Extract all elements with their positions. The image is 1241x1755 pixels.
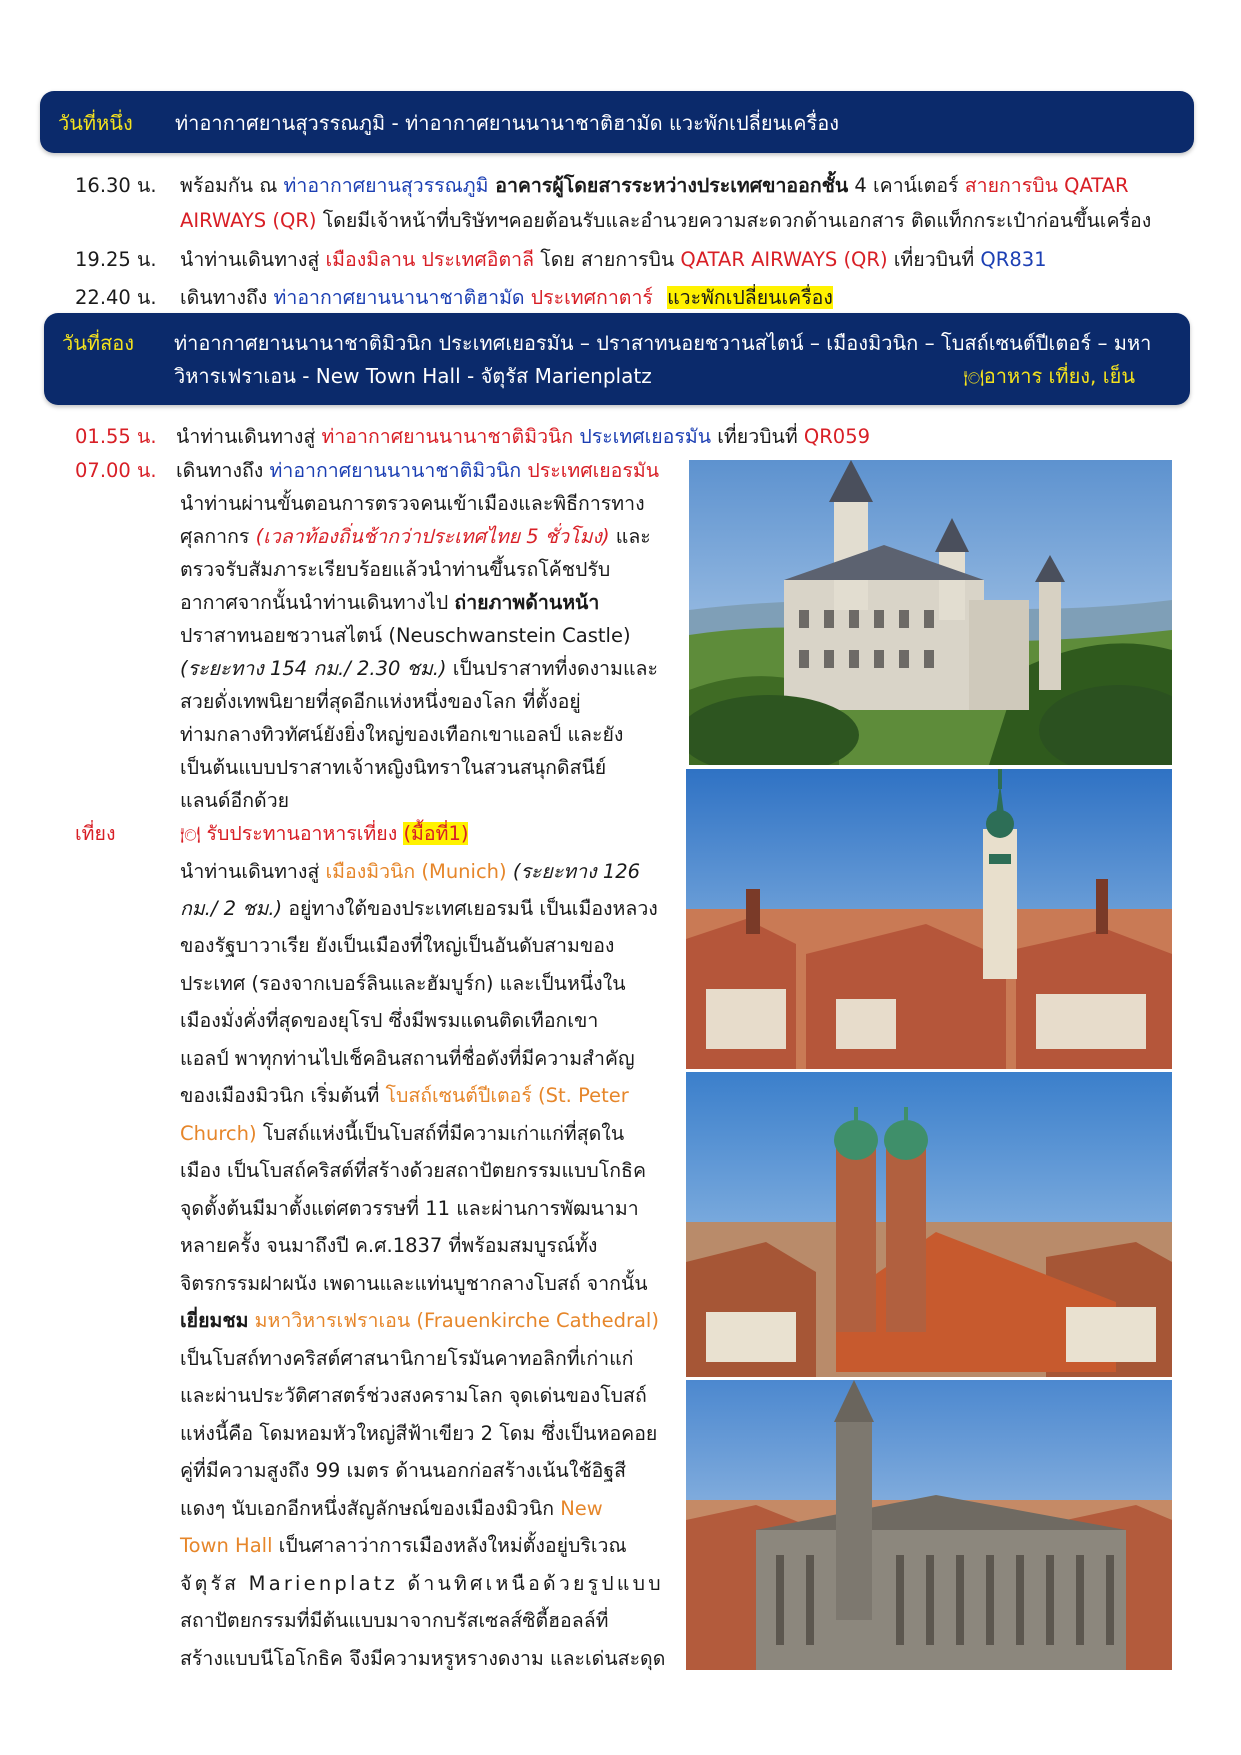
germany: ประเทศเยอรมัน — [573, 425, 712, 448]
p2-line14: เป็นโบสถ์ทางคริสต์ศาสนานิกายโรมันคาทอลิกที่เก่าแก่ — [180, 1347, 634, 1370]
day2-meals — [963, 360, 1135, 392]
lunch-time: เที่ยง — [75, 822, 116, 845]
text: เที่ยวบินที่ — [887, 248, 981, 271]
lunch-row — [180, 818, 468, 849]
text: อยู่ทางใต้ของประเทศเยอรมนี เป็นเมืองหลวง — [282, 897, 658, 920]
qatar: ประเทศกาตาร์ — [524, 286, 653, 309]
text: นำท่านเดินทางสู่ — [176, 425, 322, 448]
p2-line20: จัตุรัส Marienplatz ด้านทิศเหนือด้วยรูปแบบ — [180, 1572, 664, 1595]
day2-row1 — [176, 421, 870, 452]
p2-line21: สถาปัตยกรรมที่มีต้นแบบมาจากบรัสเซลส์ซิตี้ฮอลล์ที่ — [180, 1609, 609, 1632]
hamad-airport: ท่าอากาศยานนานาชาติฮามัด — [273, 286, 525, 309]
p2-line1 — [180, 856, 640, 887]
p2-line17: คู่ที่มีความสูงถึง 99 เมตร ด้านนอกก่อสร้างเน้นใช้อิฐสี — [180, 1459, 626, 1482]
distance: (ระยะทาง 126 — [506, 860, 641, 883]
p2-line13 — [180, 1305, 659, 1336]
p2-line2 — [180, 893, 658, 924]
duration: กม./ 2 ชม.) — [180, 897, 283, 920]
p1-line4 — [180, 587, 599, 618]
distance: (ระยะทาง 154 กม./ 2.30 ชม.) — [180, 657, 447, 680]
text: พร้อมกัน ณ — [180, 174, 284, 197]
text: อากาศจากนั้นนำท่านเดินทางไป — [180, 591, 455, 614]
day1-row2 — [180, 244, 1047, 275]
p2-line16: แห่งนี้คือ โดมหอมหัวใหญ่สีฟ้าเขียว 2 โดม ซึ่งเป็นหอคอย — [180, 1422, 658, 1445]
text: เดินทางถึง — [180, 286, 274, 309]
day2-title-line2: วิหารเฟราเอน - New Town Hall - จัตุรัส Marienplatz — [174, 364, 652, 388]
day1-row1-line2 — [180, 205, 1151, 236]
meal-icon: 🍽 — [180, 825, 201, 844]
day1-label: วันที่หนึ่ง — [58, 111, 133, 135]
text: เดินทางถึง — [176, 459, 270, 482]
p2-line18 — [180, 1493, 603, 1524]
p1-line6 — [180, 653, 658, 684]
day1-row1-line1 — [180, 170, 1129, 201]
transit-note: แวะพักเปลี่ยนเครื่อง — [667, 286, 833, 309]
timezone-note: (เวลาท้องถิ่นช้ากว่าประเทศไทย 5 ชั่วโมง) — [255, 525, 610, 548]
frauenkirche: มหาวิหารเฟราเอน (Frauenkirche Cathedral) — [248, 1309, 659, 1332]
p1-line2 — [180, 521, 651, 552]
terminal: อาคารผู้โดยสารระหว่างประเทศขาออกชั้น — [488, 174, 849, 197]
text: โดยมีเจ้าหน้าที่บริษัทฯคอยต้อนรับและอำนวยความสะดวกด้านเอกสาร ติดแท็กกระเป๋าก่อนขึ้นเครื่อง — [316, 209, 1152, 232]
p2-line5: เมืองมั่งคั่งที่สุดของยุโรป ซึ่งมีพรมแดนติดเทือกเขา — [180, 1009, 599, 1032]
flight-number: QR059 — [803, 425, 871, 448]
visit: เยี่ยมชม — [180, 1309, 249, 1332]
p1-line9: เป็นต้นแบบปราสาทเจ้าหญิงนิทราในสวนสนุกดิสนีย์ — [180, 756, 607, 779]
flight-number: QR831 — [980, 248, 1047, 271]
p2-line10: จุดตั้งต้นมีมาตั้งแต่ศตวรรษที่ 11 และผ่านการพัฒนามา — [180, 1197, 639, 1220]
p1-line10: แลนด์อีกด้วย — [180, 789, 290, 812]
p1-line1: นำท่านผ่านขั้นตอนการตรวจคนเข้าเมืองและพิธีการทาง — [180, 492, 645, 515]
lunch-text: รับประทานอาหารเที่ยง — [200, 822, 404, 845]
day1-title: ท่าอากาศยานสุวรรณภูมิ - ท่าอากาศยานนานาชาติฮามัด แวะพักเปลี่ยนเครื่อง — [175, 111, 840, 135]
airline: สายการบิน QATAR — [964, 174, 1129, 197]
p2-line15: และผ่านประวัติศาสตร์ช่วงสงครามโลก จุดเด่นของโบสถ์ — [180, 1384, 647, 1407]
p2-line6: แอลป์ พาทุกท่านไปเช็คอินสถานที่ชื่อดังที่มีความสำคัญ — [180, 1047, 635, 1070]
new-town-hall-photo — [686, 1380, 1172, 1670]
p2-line3: ของรัฐบาวาเรีย ยังเป็นเมืองที่ใหญ่เป็นอันดับสามของ — [180, 934, 615, 957]
meal-icon: 🍽 — [963, 368, 984, 387]
neuschwanstein-castle-photo — [689, 460, 1172, 765]
church: Church) — [180, 1122, 257, 1145]
text: ศุลกากร — [180, 525, 256, 548]
town-hall: Town Hall — [180, 1534, 273, 1557]
photo-stop: ถ่ายภาพด้านหน้า — [454, 591, 600, 614]
day1-time-1: 16.30 น. — [75, 174, 157, 197]
frauenkirche-photo — [686, 1072, 1172, 1377]
milan: เมืองมิลาน ประเทศอิตาลี — [325, 248, 535, 271]
p2-line22: สร้างแบบนีโอโกธิค จึงมีความหรูหรางดงาม และเด่นสะดุด — [180, 1647, 666, 1670]
suvarnabhumi-airport: ท่าอากาศยานสุวรรณภูมิ — [283, 174, 489, 197]
text: เป็นปราสาทที่งดงามและ — [446, 657, 658, 680]
day2-banner — [44, 313, 1190, 405]
day2-time-1: 01.55 น. — [75, 425, 157, 448]
text: แดงๆ นับเอกอีกหนึ่งสัญลักษณ์ของเมืองมิวนิก — [180, 1497, 561, 1520]
p2-line9: เมือง เป็นโบสถ์คริสต์ที่สร้างด้วยสถาปัตยกรรมแบบโกธิค — [180, 1159, 646, 1182]
text: โดย สายการบิน — [534, 248, 681, 271]
day1-time-2: 19.25 น. — [75, 248, 157, 271]
text: เที่ยวบินที่ — [711, 425, 804, 448]
p2-line11: หลายครั้ง จนมาถึงปี ค.ศ.1837 ที่พร้อมสมบูรณ์ทั้ง — [180, 1234, 598, 1257]
p2-line19 — [180, 1530, 627, 1561]
counter: 4 เคาน์เตอร์ — [848, 174, 965, 197]
p1-line3: ตรวจรับสัมภาระเรียบร้อยแล้วนำท่านขึ้นรถโค้ชปรับ — [180, 558, 611, 581]
day2-time-2: 07.00 น. — [75, 459, 157, 482]
text: และ — [609, 525, 651, 548]
p2-line8 — [180, 1118, 624, 1149]
munich-airport: ท่าอากาศยานนานาชาติมิวนิก — [269, 459, 522, 482]
text: นำท่านเดินทางสู่ — [180, 860, 326, 883]
munich-airport: ท่าอากาศยานนานาชาติมิวนิก — [321, 425, 574, 448]
munich: เมืองมิวนิก (Munich) — [325, 860, 507, 883]
airline: QATAR AIRWAYS (QR) — [680, 248, 888, 271]
airline-code: AIRWAYS (QR) — [180, 209, 317, 232]
day2-title-line1: ท่าอากาศยานนานาชาติมิวนิก ประเทศเยอรมัน – ปราสาทนอยชวานสไตน์ – เมืองมิวนิก – โบสถ์เซนต์ปีเตอร์ – มหา — [174, 331, 1152, 355]
germany: ประเทศเยอรมัน — [521, 459, 660, 482]
day1-banner — [40, 91, 1194, 153]
p2-line4: ประเทศ (รองจากเบอร์ลินและฮัมบูร์ก) และเป็นหนึ่งใน — [180, 972, 626, 995]
p1-line8: ท่ามกลางทิวทัศน์ยังยิ่งใหญ่ของเทือกเขาแอลป์ และยัง — [180, 723, 624, 746]
text: เป็นศาลาว่าการเมืองหลังใหม่ตั้งอยู่บริเวณ — [272, 1534, 627, 1557]
day2-row2 — [176, 455, 659, 486]
p1-line7: สวยดั่งเทพนิยายที่สุดอีกแห่งหนึ่งของโลก ที่ตั้งอยู่ — [180, 690, 581, 713]
new: New — [560, 1497, 603, 1520]
st-peter: โบสถ์เซนต์ปีเตอร์ (St. Peter — [385, 1084, 629, 1107]
day1-time-3: 22.40 น. — [75, 286, 157, 309]
p1-line5: ปราสาทนอยชวานสไตน์ (Neuschwanstein Castle) — [180, 624, 631, 647]
meal-text: อาหาร เที่ยง, เย็น — [983, 364, 1135, 388]
p2-line12: จิตรกรรมฝาผนัง เพดานและแท่นบูชากลางโบสถ์ จากนั้น — [180, 1272, 648, 1295]
text: ของเมืองมิวนิก เริ่มต้นที่ — [180, 1084, 386, 1107]
day1-row3 — [180, 282, 833, 313]
day2-label: วันที่สอง — [62, 331, 135, 355]
text: โบสถ์แห่งนี้เป็นโบสถ์ที่มีความเก่าแก่ที่สุดใน — [256, 1122, 625, 1145]
p2-line7 — [180, 1080, 629, 1111]
text: นำท่านเดินทางสู่ — [180, 248, 326, 271]
meal-number: (มื้อที่1) — [403, 822, 469, 845]
munich-st-peter-photo — [686, 769, 1172, 1069]
